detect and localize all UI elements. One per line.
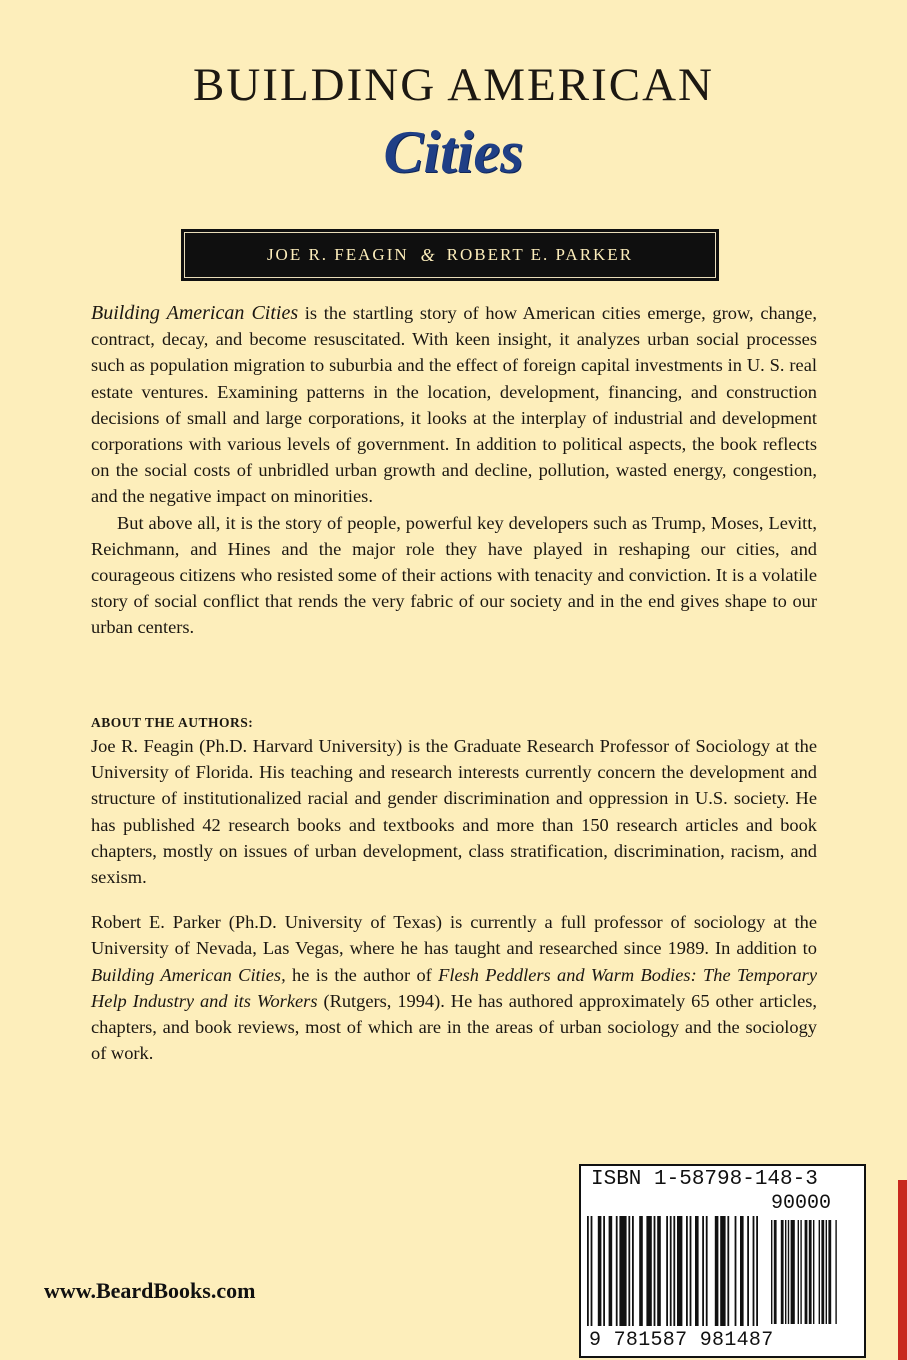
isbn-label: ISBN 1-58798-148-3 [591,1168,818,1191]
title-line-2: Cities [383,119,524,185]
book-title-italic: Building American Cities [91,302,299,324]
barcode-bar [587,1216,589,1326]
spine-edge [898,1180,907,1360]
feagin-bio: Joe R. Feagin (Ph.D. Harvard University) is the Graduate Research Professor of Sociology at the University of Florida. His teaching and research interests currently concern the development and structure of institutionalized racial and gender discrimination and oppression in U.S. society. He has published 42 research books and textbooks and more than 150 research articles and book chapters, mostly on issues of urban development, class stratification, discrimination, racism, and sexism. [91,736,817,888]
barcode-bar [720,1216,725,1326]
parker-bio-c: (Rutgers, 1994). He has authored approximately 65 other articles, chapters, and book reviews, most of which are in the areas of urban sociology and the sociology of work. [91,990,817,1064]
barcode-bar [753,1216,755,1326]
barcode-bar [616,1216,618,1326]
author-band-inner [184,232,716,278]
barcode-bar [686,1216,688,1326]
title-line-1: BUILDING AMERICAN [193,59,714,111]
barcode-bar [695,1216,699,1326]
barcode-bar [619,1216,626,1326]
barcode-bar [646,1216,651,1326]
description-paragraph-1 [91,300,817,510]
barcode-bar [781,1220,784,1324]
ean-digits: 9 781587 981487 [589,1329,774,1352]
addon-barcode [771,1220,859,1324]
about-heading: ABOUT THE AUTHORS: [91,715,254,730]
barcode-bar [821,1220,824,1324]
book-description [91,300,817,641]
barcode-bar [690,1216,692,1326]
barcode-bar [727,1216,729,1326]
about-authors [91,714,817,1066]
barcode-bar [603,1216,605,1326]
barcode-bar [771,1220,772,1324]
barcode-bar [628,1216,630,1326]
barcode-bar [591,1216,593,1326]
barcode-bar [632,1216,634,1326]
ampersand: & [420,244,435,265]
barcode-bar [835,1220,836,1324]
author-band [181,229,719,281]
barcode-bar [609,1216,613,1326]
barcode-bar [800,1220,801,1324]
isbn-barcode-box [579,1164,866,1358]
ean-barcode [587,1216,765,1326]
barcode-bar [715,1216,719,1326]
description-p1-text: is the startling story of how American cities emerge, grow, change, contract, decay, and become resuscitated. With keen insight, it analyzes urban social processes such as population migration to suburbia and the effect of foreign capital investments in U. S. real estate ventures. Examining patterns in the location, development, financing, and construction decisions of small and large corporations, it looks at the interplay of industrial and development corporations with various levels of government. In addition to political aspects, the book reflects on the social costs of unbridled urban growth and decline, pollution, wasted energy, congestion, and the negative impact on minorities. [91,303,817,507]
barcode-bar [747,1216,749,1326]
barcode-bar [788,1220,789,1324]
barcode-bar [774,1220,777,1324]
barcode-bar [639,1216,643,1326]
description-paragraph-2: But above all, it is the story of people, powerful key developers such as Trump, Moses, Levitt, Reichmann, and Hines and the major role they have played in reshaping our cities, and courageous citizens who resisted some of their actions with tenacity and conviction. It is a volatile story of social conflict that rends the very fabric of our society and in the end gives shape to our urban centers. [91,512,817,638]
barcode-bar [826,1220,827,1324]
barcode-bar [666,1216,668,1326]
barcode-bar [702,1216,704,1326]
barcode-bar [740,1216,744,1326]
barcode-bar [813,1220,814,1324]
barcode-bar [673,1216,675,1326]
price-code: 90000 [771,1192,832,1215]
barcode-bar [785,1220,786,1324]
barcode-bar [735,1216,737,1326]
barcode-bar [670,1216,672,1326]
barcode-bar [706,1216,708,1326]
author-1: JOE R. FEAGIN [266,245,409,264]
barcode-bar [791,1220,795,1324]
barcode-bar [798,1220,799,1324]
barcode-bar [756,1216,758,1326]
barcode-bar [657,1216,661,1326]
parker-bio [91,909,817,1066]
barcode-bar [598,1216,602,1326]
parker-bio-a: Robert E. Parker (Ph.D. University of Texas) is currently a full professor of sociology at the University of Nevada, Las Vegas, where he has taught and researched since 1989. In addition to [91,912,817,959]
barcode-bar [809,1220,812,1324]
barcode-bar [819,1220,820,1324]
parker-bio-book2: Flesh Peddlers and Warm Bodies: The Temporary Help Industry and its Workers [91,964,818,1011]
barcode-bar [677,1216,682,1326]
parker-bio-book1: Building American Cities, [91,964,286,985]
barcode-bar [654,1216,656,1326]
barcode-bar [805,1220,808,1324]
publisher-website[interactable]: www.BeardBooks.com [44,1278,256,1303]
barcode-bar [828,1220,831,1324]
parker-bio-b: he is the author of [285,964,439,985]
author-2: ROBERT E. PARKER [446,245,634,264]
